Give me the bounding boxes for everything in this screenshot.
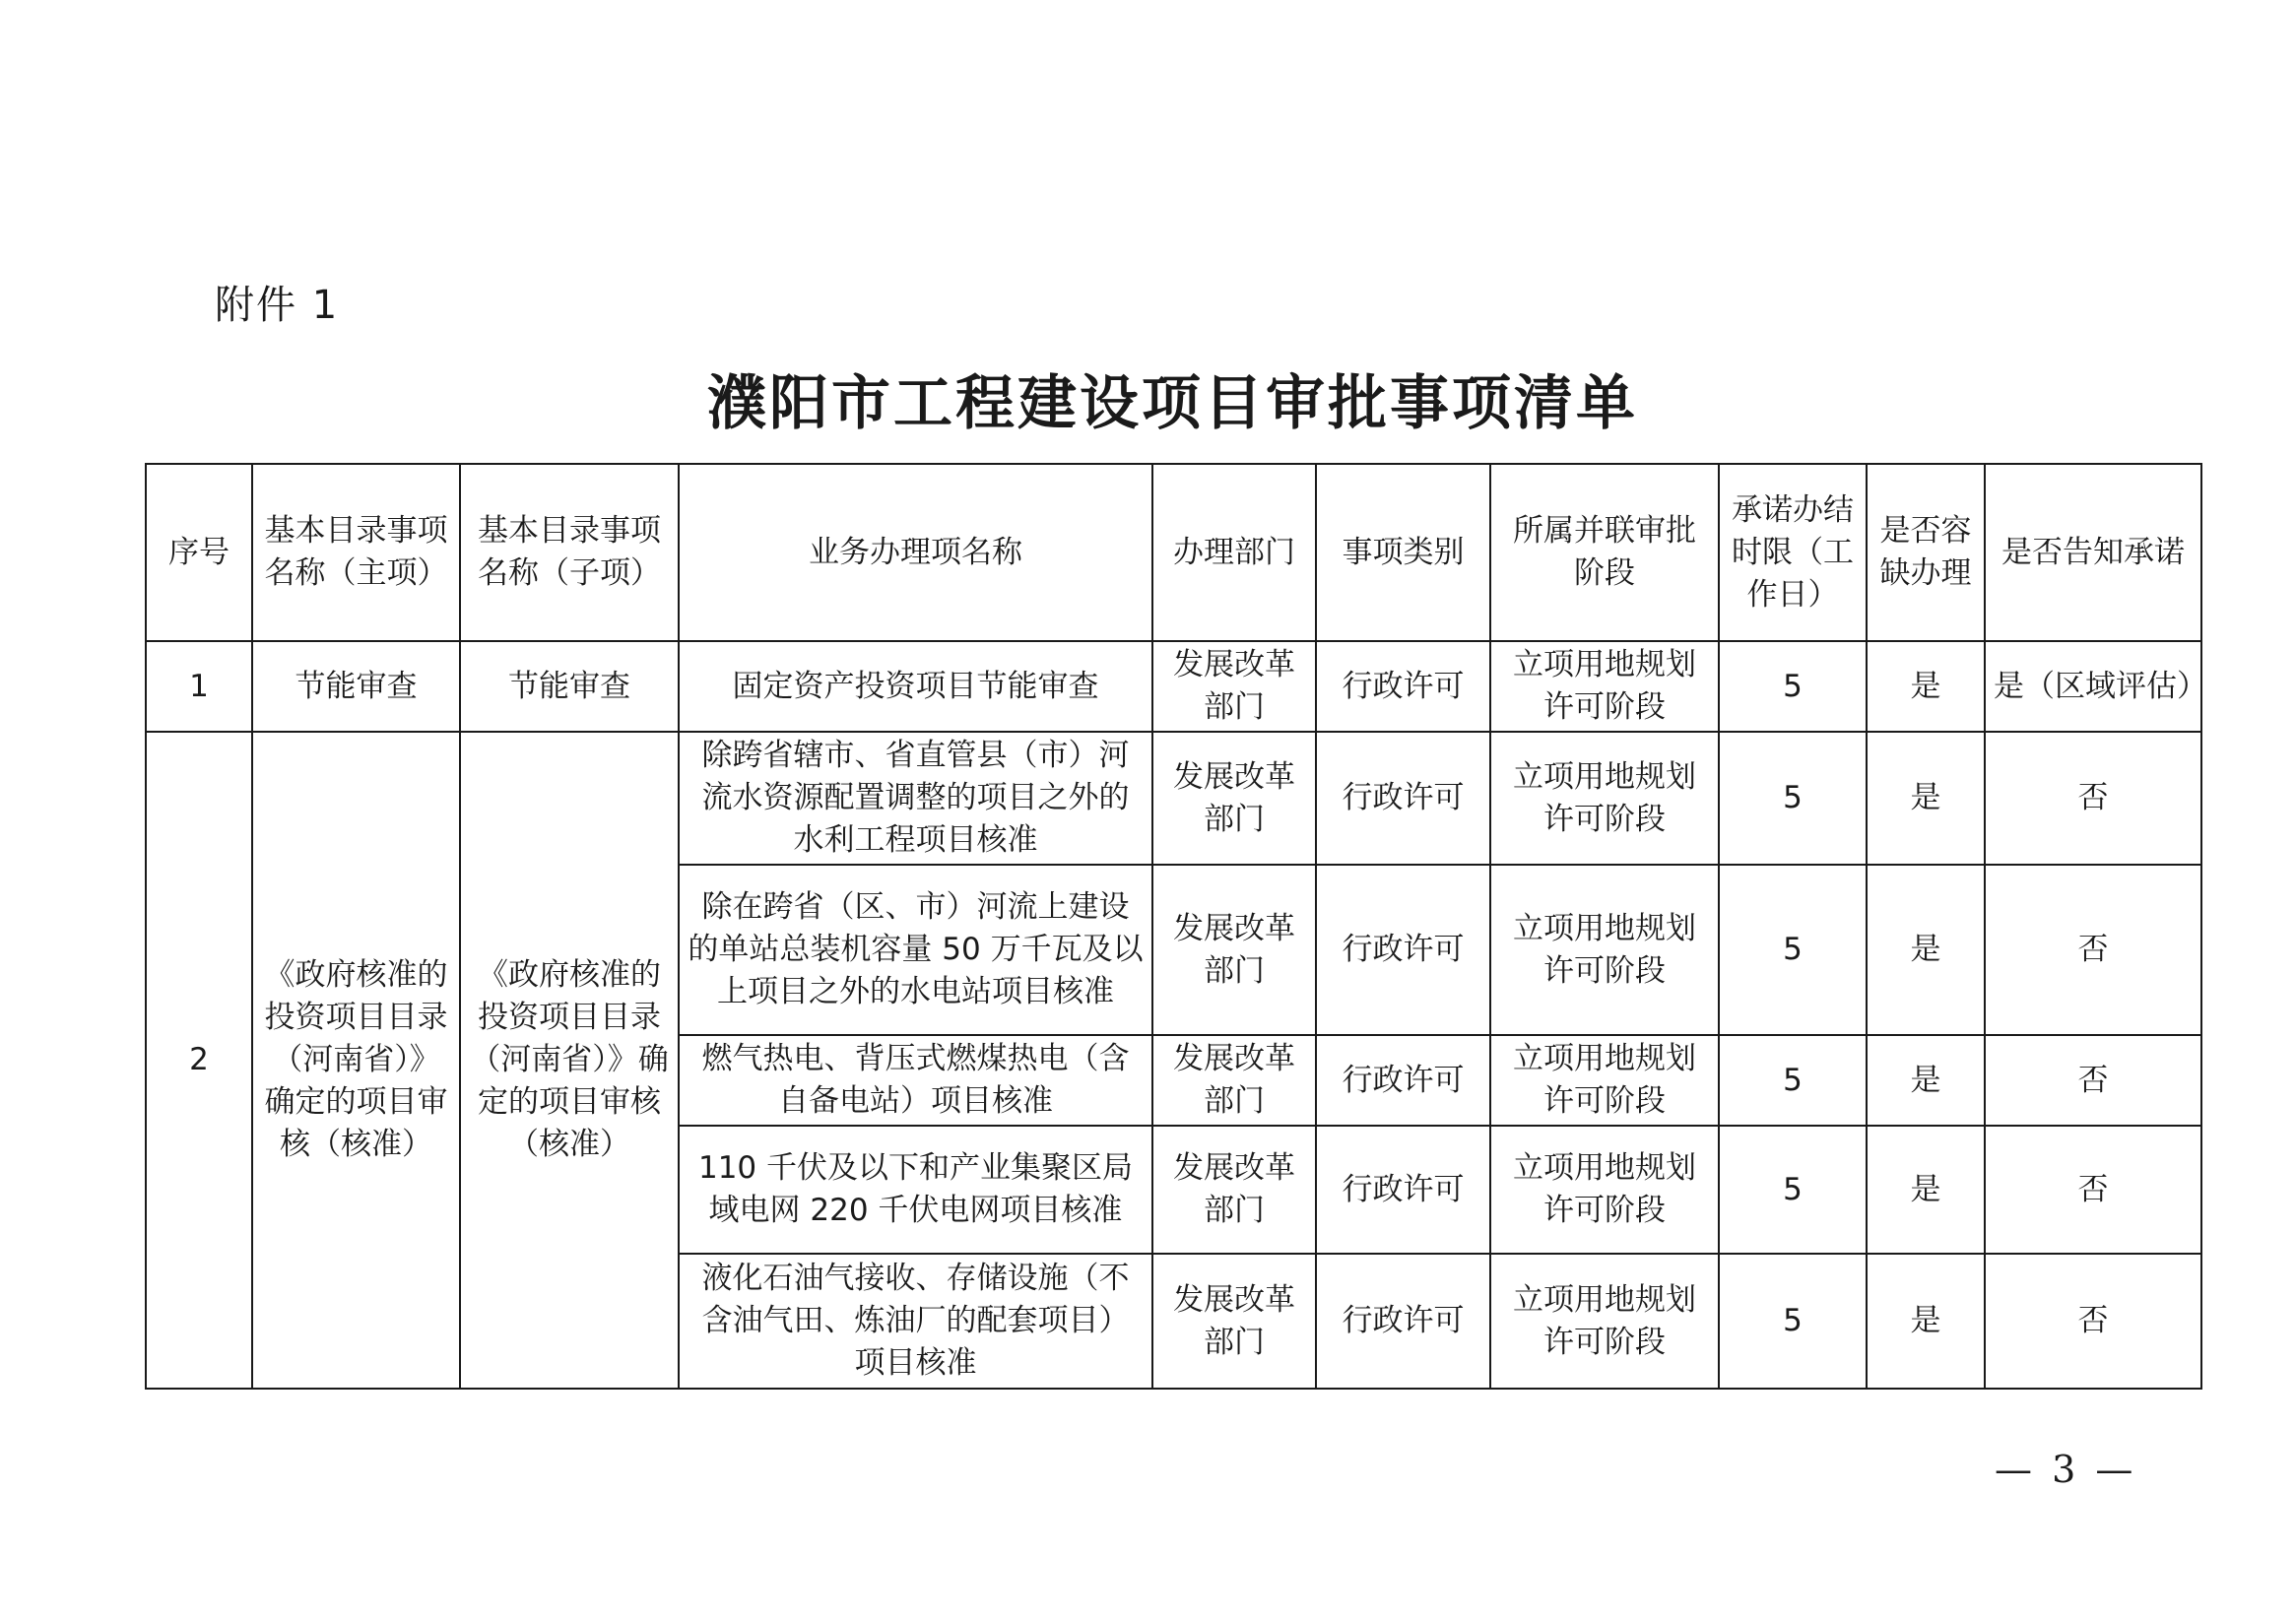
cell-stage: 立项用地规划许可阶段 bbox=[1490, 1035, 1719, 1126]
cell-business-item: 液化石油气接收、存储设施（不含油气田、炼油厂的配套项目）项目核准 bbox=[679, 1254, 1152, 1389]
cell-main-item: 节能审查 bbox=[252, 641, 460, 732]
cell-notify-commit: 否 bbox=[1985, 732, 2201, 865]
approval-items-table bbox=[145, 463, 2207, 1390]
cell-seq: 2 bbox=[146, 732, 252, 1389]
cell-category: 行政许可 bbox=[1316, 1035, 1490, 1126]
cell-time-limit: 5 bbox=[1719, 1254, 1867, 1389]
table-row bbox=[146, 641, 2201, 732]
cell-time-limit: 5 bbox=[1719, 865, 1867, 1035]
cell-business-item: 110 千伏及以下和产业集聚区局域电网 220 千伏电网项目核准 bbox=[679, 1126, 1152, 1254]
cell-category: 行政许可 bbox=[1316, 732, 1490, 865]
cell-notify-commit: 否 bbox=[1985, 865, 2201, 1035]
header-main-item: 基本目录事项名称（主项） bbox=[252, 464, 460, 641]
cell-department: 发展改革部门 bbox=[1152, 865, 1316, 1035]
cell-stage: 立项用地规划许可阶段 bbox=[1490, 732, 1719, 865]
header-sub-item: 基本目录事项名称（子项） bbox=[460, 464, 679, 641]
cell-department: 发展改革部门 bbox=[1152, 732, 1316, 865]
header-tolerance: 是否容缺办理 bbox=[1867, 464, 1985, 641]
header-department: 办理部门 bbox=[1152, 464, 1316, 641]
cell-time-limit: 5 bbox=[1719, 641, 1867, 732]
cell-tolerance: 是 bbox=[1867, 1254, 1985, 1389]
cell-category: 行政许可 bbox=[1316, 1126, 1490, 1254]
cell-notify-commit: 否 bbox=[1985, 1035, 2201, 1126]
cell-business-item: 除跨省辖市、省直管县（市）河流水资源配置调整的项目之外的水利工程项目核准 bbox=[679, 732, 1152, 865]
cell-department: 发展改革部门 bbox=[1152, 1254, 1316, 1389]
cell-tolerance: 是 bbox=[1867, 865, 1985, 1035]
cell-notify-commit: 是（区域评估） bbox=[1985, 641, 2201, 732]
cell-business-item: 除在跨省（区、市）河流上建设的单站总装机容量 50 万千瓦及以上项目之外的水电站项目核准 bbox=[679, 865, 1152, 1035]
header-stage: 所属并联审批阶段 bbox=[1490, 464, 1719, 641]
header-seq: 序号 bbox=[146, 464, 252, 641]
cell-notify-commit: 否 bbox=[1985, 1254, 2201, 1389]
cell-stage: 立项用地规划许可阶段 bbox=[1490, 1254, 1719, 1389]
cell-tolerance: 是 bbox=[1867, 732, 1985, 865]
cell-stage: 立项用地规划许可阶段 bbox=[1490, 865, 1719, 1035]
cell-business-item: 燃气热电、背压式燃煤热电（含自备电站）项目核准 bbox=[679, 1035, 1152, 1126]
cell-time-limit: 5 bbox=[1719, 1126, 1867, 1254]
cell-sub-item: 节能审查 bbox=[460, 641, 679, 732]
cell-category: 行政许可 bbox=[1316, 865, 1490, 1035]
cell-notify-commit: 否 bbox=[1985, 1126, 2201, 1254]
cell-time-limit: 5 bbox=[1719, 1035, 1867, 1126]
cell-main-item: 《政府核准的投资项目目录（河南省）》确定的项目审核（核准） bbox=[252, 732, 460, 1389]
cell-category: 行政许可 bbox=[1316, 1254, 1490, 1389]
cell-tolerance: 是 bbox=[1867, 1126, 1985, 1254]
cell-sub-item: 《政府核准的投资项目目录（河南省）》确定的项目审核（核准） bbox=[460, 732, 679, 1389]
cell-stage: 立项用地规划许可阶段 bbox=[1490, 1126, 1719, 1254]
cell-department: 发展改革部门 bbox=[1152, 1035, 1316, 1126]
cell-time-limit: 5 bbox=[1719, 732, 1867, 865]
document-title: 濮阳市工程建设项目审批事项清单 bbox=[707, 369, 1638, 438]
header-time-limit: 承诺办结时限（工作日） bbox=[1719, 464, 1867, 641]
page-number: — 3 — bbox=[1995, 1448, 2137, 1491]
attachment-label: 附件 1 bbox=[215, 283, 340, 328]
cell-business-item: 固定资产投资项目节能审查 bbox=[679, 641, 1152, 732]
table-header-row bbox=[146, 464, 2201, 641]
header-business-item: 业务办理项名称 bbox=[679, 464, 1152, 641]
header-notify-commit: 是否告知承诺 bbox=[1985, 464, 2201, 641]
header-category: 事项类别 bbox=[1316, 464, 1490, 641]
cell-seq: 1 bbox=[146, 641, 252, 732]
table-row bbox=[146, 732, 2201, 865]
cell-category: 行政许可 bbox=[1316, 641, 1490, 732]
cell-stage: 立项用地规划许可阶段 bbox=[1490, 641, 1719, 732]
cell-department: 发展改革部门 bbox=[1152, 1126, 1316, 1254]
cell-tolerance: 是 bbox=[1867, 1035, 1985, 1126]
cell-tolerance: 是 bbox=[1867, 641, 1985, 732]
cell-department: 发展改革部门 bbox=[1152, 641, 1316, 732]
